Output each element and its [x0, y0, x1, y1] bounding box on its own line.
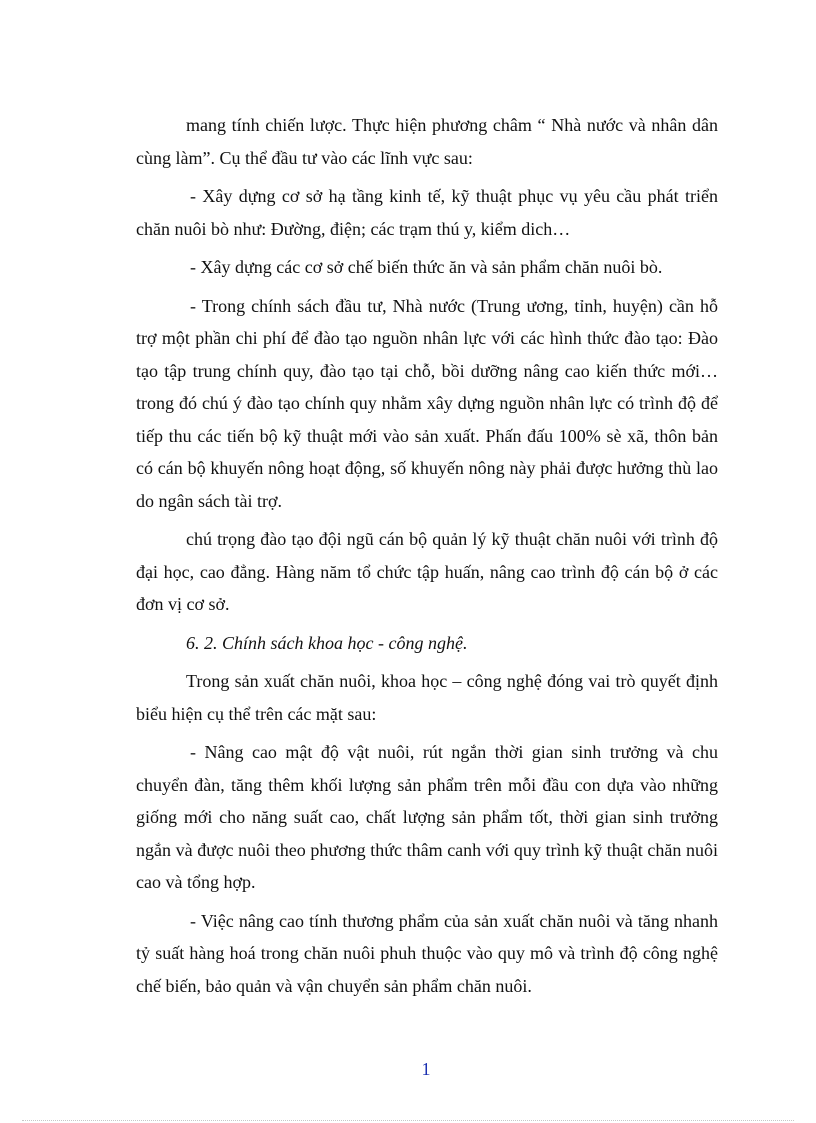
paragraph-management-staff: chú trọng đào tạo đội ngũ cán bộ quản lý kỹ thuật chăn nuôi với trình độ đại học, cao đẳng. Hàng năm tổ chức tập huấn, nâng cao trình độ cán bộ ở các đơn vị cơ sở.	[136, 529, 718, 614]
paragraph-processing-facilities: - Xây dựng các cơ sở chế biến thức ăn và sản phẩm chăn nuôi bò.	[190, 257, 663, 277]
body-text	[136, 109, 718, 1002]
paragraph-training-policy: - Trong chính sách đầu tư, Nhà nước (Trung ương, tỉnh, huyện) cần hỗ trợ một phần chi phí để đào tạo nguồn nhân lực với các hình thức đào tạo: Đào tạo tập trung chính quy, đào tạo tại chỗ, bồi dưỡng nâng cao kiến thức mới… trong đó chú ý đào tạo chính quy nhằm xây dựng nguồn nhân lực có trình độ để tiếp thu các tiến bộ kỹ thuật mới vào sản xuất. Phấn đấu 100% sè xã, thôn bản có cán bộ khuyến nông hoạt động, số khuyến nông này phải được hưởng thù lao do ngân sách tài trợ.	[136, 295, 718, 511]
page-number: 1	[421, 1059, 431, 1079]
paragraph-science-role: Trong sản xuất chăn nuôi, khoa học – công nghệ đóng vai trò quyết định biểu hiện cụ thể trên các mặt sau:	[136, 671, 718, 724]
paragraph-commodity-processing: - Việc nâng cao tính thương phẩm của sản xuất chăn nuôi và tăng nhanh tỷ suất hàng hoá trong chăn nuôi phuh thuộc vào quy mô và trình độ công nghệ chế biến, bảo quản và vận chuyển sản phẩm chăn nuôi.	[136, 910, 718, 996]
paragraph-infrastructure: - Xây dựng cơ sở hạ tầng kinh tế, kỹ thuật phục vụ yêu cầu phát triển chăn nuôi bò như: Đường, điện; các trạm thú y, kiểm dich…	[136, 186, 718, 239]
page-bottom-divider	[22, 1120, 794, 1121]
paragraph-livestock-density: - Nâng cao mật độ vật nuôi, rút ngắn thời gian sinh trưởng và chu chuyển đàn, tăng thêm khối lượng sản phẩm trên mỗi đầu con dựa vào những giống mới cho năng suất cao, chất lượng sản phẩm tốt, thời gian sinh trưởng ngắn và được nuôi theo phương thức thâm canh với quy trình kỹ thuật chăn nuôi cao và tổng hợp.	[136, 742, 718, 892]
paragraph-investment-strategy: mang tính chiến lược. Thực hiện phương châm “ Nhà nước và nhân dân cùng làm”. Cụ thể đầu tư vào các lĩnh vực sau:	[136, 115, 718, 168]
section-heading-science-technology: 6. 2. Chính sách khoa học - công nghệ.	[186, 632, 468, 653]
